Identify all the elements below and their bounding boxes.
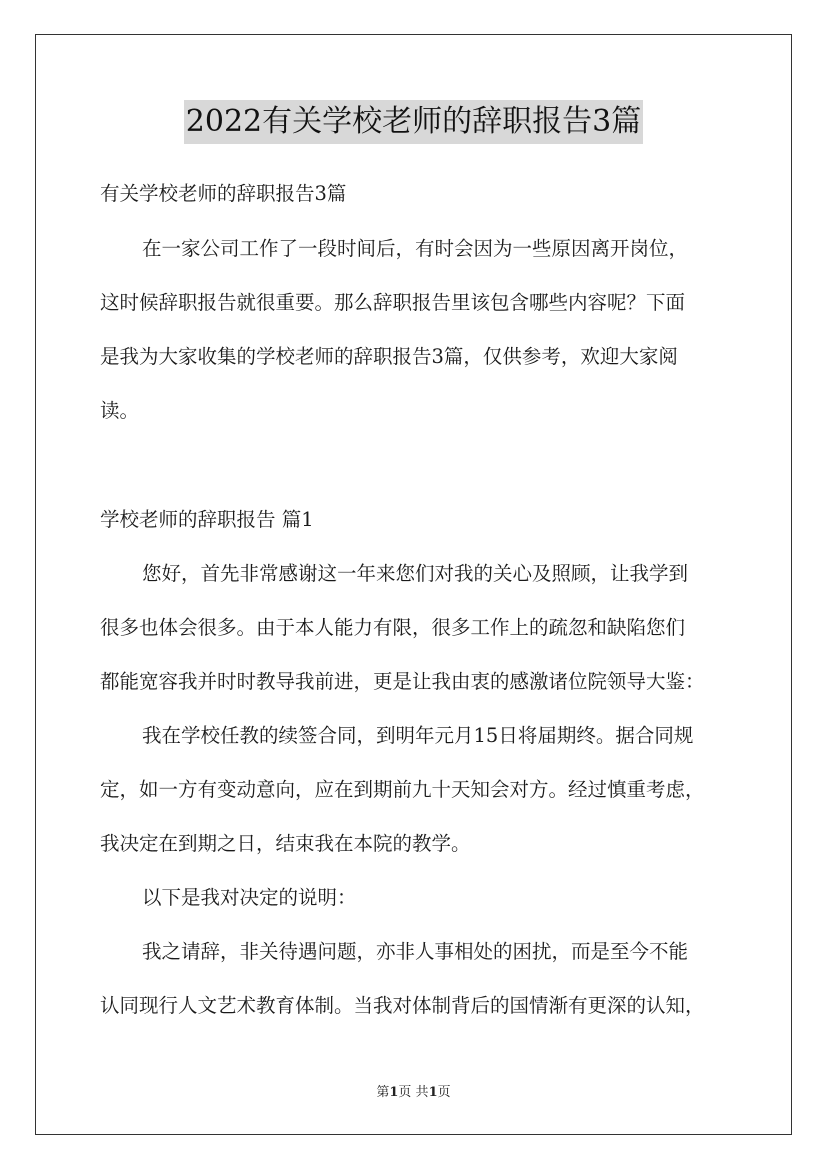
para2-line-2: 定，如一方有变动意向，应在到期前九十天知会对方。经过慎重考虑， [100, 778, 705, 801]
document-title: 2022有关学校老师的辞职报告3篇 [184, 100, 643, 144]
page-footer [0, 1084, 827, 1102]
para1-line-2: 很多也体会很多。由于本人能力有限，很多工作上的疏忽和缺陷您们 [100, 616, 686, 639]
para2-line-1: 我在学校任教的续签合同，到明年元月15日将届期终。据合同规 [142, 724, 694, 747]
title-container [0, 100, 827, 144]
intro-line-4: 读。 [100, 399, 140, 422]
footer-page-prefix: 第 [376, 1085, 390, 1100]
intro-line-2: 这时候辞职报告就很重要。那么辞职报告里该包含哪些内容呢？下面 [100, 291, 686, 314]
intro-line-1: 在一家公司工作了一段时间后，有时会因为一些原因离开岗位， [142, 237, 689, 260]
document-subtitle: 有关学校老师的辞职报告3篇 [100, 182, 347, 205]
footer-page-current: 1 [389, 1085, 399, 1100]
footer-page-mid: 页 共 [398, 1085, 429, 1100]
para4-line-1: 我之请辞，非关待遇问题，亦非人事相处的困扰，而是至今不能 [142, 940, 689, 963]
footer-page-total: 1 [428, 1085, 438, 1100]
section-heading: 学校老师的辞职报告 篇1 [100, 508, 314, 531]
para4-line-2: 认同现行人文艺术教育体制。当我对体制背后的国情渐有更深的认知， [100, 994, 705, 1017]
intro-line-3: 是我为大家收集的学校老师的辞职报告3篇，仅供参考，欢迎大家阅 [100, 345, 678, 368]
para1-line-3: 都能宽容我并时时教导我前进，更是让我由衷的感激诸位院领导大鉴： [100, 670, 705, 693]
para1-line-1: 您好，首先非常感谢这一年来您们对我的关心及照顾，让我学到 [142, 562, 689, 585]
footer-page-suffix: 页 [437, 1085, 451, 1100]
para3-line-1: 以下是我对决定的说明： [142, 886, 357, 909]
para2-line-3: 我决定在到期之日，结束我在本院的教学。 [100, 832, 471, 855]
